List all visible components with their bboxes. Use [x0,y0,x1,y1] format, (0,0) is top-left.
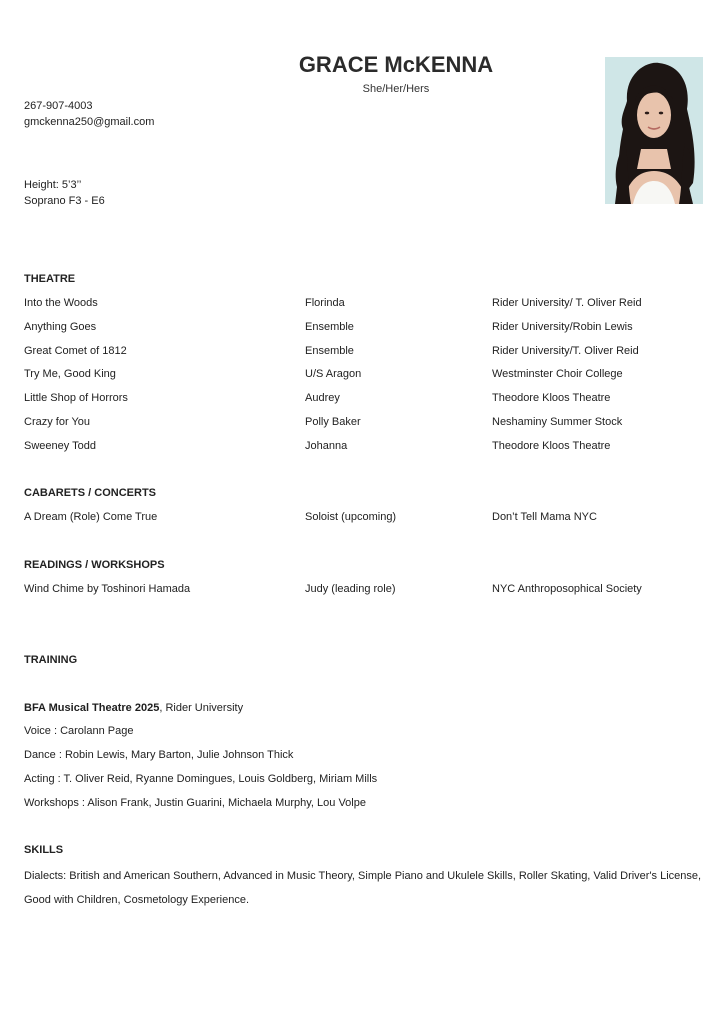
voice-range: Soprano F3 - E6 [24,195,105,207]
theatre-credit-row [0,416,725,436]
skills-text: Dialects: British and American Southern, Advanced in Music Theory, Simple Piano and Ukulele Skills, Roller Skating, Valid Driver's License, Good with Children, Cosmetology Experience. [24,870,702,906]
credit-role: Polly Baker [305,416,361,428]
theatre-credit-row [0,321,725,341]
height: Height: 5’3’’ [24,179,82,191]
credit-show: Great Comet of 1812 [24,345,127,357]
credit-venue: Theodore Kloos Theatre [492,440,611,452]
credit-show: Little Shop of Horrors [24,392,128,404]
credit-show: Wind Chime by Toshinori Hamada [24,583,191,595]
theatre-credit-row [0,345,725,365]
credit-role: Judy (leading role) [305,583,396,595]
credit-show: Crazy for You [24,416,91,428]
theatre-credit-row [0,440,725,460]
pronouns: She/Her/Hers [362,83,430,95]
training-school: , Rider University [159,702,244,714]
contact-info [24,98,154,130]
credit-role: Audrey [305,392,340,404]
training-workshops: Workshops : Alison Frank, Justin Guarini, Michaela Murphy, Lou Volpe [24,797,366,809]
credit-venue: Theodore Kloos Theatre [492,392,611,404]
skills-section-title: SKILLS [24,844,64,856]
credit-role: Ensemble [305,321,354,333]
theatre-credit-row [0,368,725,388]
credit-venue: Don’t Tell Mama NYC [492,511,597,523]
credit-role: Florinda [305,297,345,309]
training-voice: Voice : Carolann Page [24,725,134,737]
physical-stats [24,177,105,209]
training-degree-line [24,702,243,714]
credit-venue: Rider University/Robin Lewis [492,321,633,333]
cabarets-section-title: CABARETS / CONCERTS [24,487,157,499]
credit-role: Soloist (upcoming) [305,511,397,523]
training-dance: Dance : Robin Lewis, Mary Barton, Julie Johnson Thick [24,749,294,761]
credit-role: Ensemble [305,345,354,357]
credit-show: Anything Goes [24,321,97,333]
headshot-illustration [605,57,703,204]
credit-venue: Rider University/ T. Oliver Reid [492,297,642,309]
credit-show: Sweeney Todd [24,440,96,452]
training-degree: BFA Musical Theatre 2025 [24,702,160,714]
theatre-section-title: THEATRE [24,273,76,285]
credit-venue: Rider University/T. Oliver Reid [492,345,639,357]
credit-role: U/S Aragon [305,368,362,380]
reading-credit-row [0,583,725,603]
theatre-credit-row [0,297,725,317]
headshot-photo [605,57,703,204]
credit-venue: Westminster Choir College [492,368,623,380]
credit-show: Try Me, Good King [24,368,116,380]
readings-section-title: READINGS / WORKSHOPS [24,559,165,571]
performer-name: GRACE McKENNA [298,52,494,77]
credit-show: Into the Woods [24,297,98,309]
credit-show: A Dream (Role) Come True [24,511,158,523]
training-section-title: TRAINING [24,654,78,666]
training-acting: Acting : T. Oliver Reid, Ryanne Domingues, Louis Goldberg, Miriam Mills [24,773,378,785]
credit-venue: Neshaminy Summer Stock [492,416,623,428]
phone-number: 267-907-4003 [24,100,93,112]
credit-role: Johanna [305,440,348,452]
credit-venue: NYC Anthroposophical Society [492,583,642,595]
theatre-credit-row [0,392,725,412]
email-address: gmckenna250@gmail.com [24,116,155,128]
cabaret-credit-row [0,511,725,531]
